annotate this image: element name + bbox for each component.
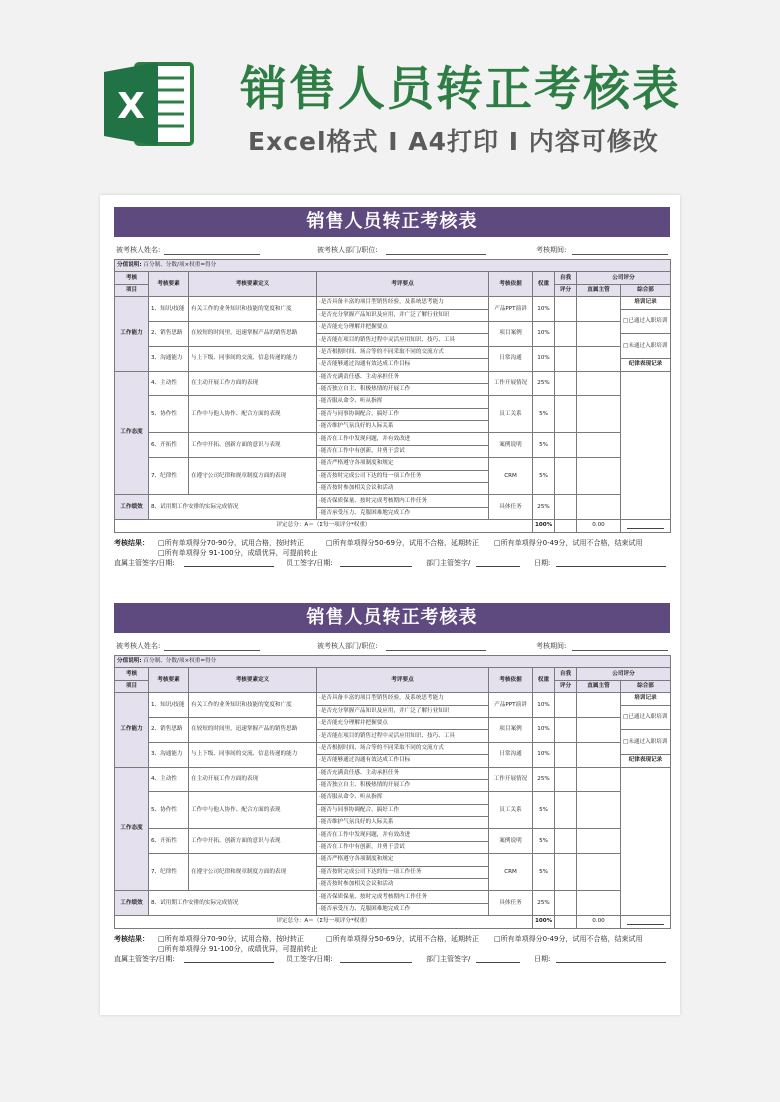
element-cell: 6、开拓性 (149, 829, 189, 854)
name-label: 被考核人姓名: (116, 642, 161, 650)
header-row-2: 项目 评分 直属主管 综合部 (115, 680, 671, 692)
table-row (115, 321, 671, 333)
table-row (115, 458, 671, 470)
category-cell: 工作态度 (115, 371, 149, 495)
training-failed-checkbox[interactable]: □未通过入职培训 (621, 334, 671, 359)
dept-label: 被考核人部门/职位: (317, 246, 378, 254)
definition-cell: 工作中与他人协作、配合方面的表现 (189, 792, 317, 829)
supervisor-score-cell[interactable] (577, 767, 621, 792)
weight-cell: 10% (533, 693, 555, 718)
element-cell: 2、销售思路 (149, 717, 189, 742)
result-option-3[interactable]: □所有单项得分0-49分，试用不合格，结束试用 (494, 934, 643, 943)
point-cell: ·能否维护气氛良好的人际关系 (317, 421, 489, 433)
date-label: 日期: (534, 954, 551, 963)
basis-cell: 员工关系 (489, 792, 533, 829)
weight-cell: 25% (533, 767, 555, 792)
point-cell: ·是否能在项目的销售过程中灵活应用知识、技巧、工具 (317, 730, 489, 742)
weight-cell: 25% (533, 891, 555, 916)
element-cell: 8、试用期工作安排的实际完成情况 (149, 495, 317, 520)
period-field[interactable] (572, 254, 668, 255)
discipline-record-label: 纪律表现记录 (621, 755, 671, 767)
period-label: 考核期间: (536, 642, 567, 650)
training-passed-checkbox[interactable]: □已通过入职培训 (621, 705, 671, 730)
basis-cell: 产品PPT演讲 (489, 693, 533, 718)
supervisor-sign-field[interactable] (184, 566, 274, 567)
point-cell: ·能否与同事协调配合，搞好工作 (317, 804, 489, 816)
basis-cell: 具体任务 (489, 891, 533, 916)
definition-cell: 在遵守公司纪律和规章制度方面的表现 (189, 458, 317, 495)
weight-cell: 5% (533, 829, 555, 854)
point-cell: ·能否维护气氛良好的人际关系 (317, 817, 489, 829)
employee-sign-field[interactable] (340, 962, 412, 963)
element-cell: 1、知识/技能 (149, 693, 189, 718)
weight-cell: 25% (533, 371, 555, 396)
supervisor-score-cell[interactable] (577, 742, 621, 767)
point-cell: ·能否按时参加相关会议和活动 (317, 483, 489, 495)
discipline-record-field[interactable] (621, 371, 671, 520)
point-cell: ·能否承受压力、克服困难地完成工作 (317, 507, 489, 519)
svg-text:X: X (117, 86, 145, 127)
table-row (115, 767, 671, 779)
supervisor-sign-label: 直属主管签字/日期: (114, 558, 175, 567)
total-score: 0.00 (577, 520, 621, 532)
table-row (115, 371, 671, 383)
basis-cell: 日常沟通 (489, 346, 533, 371)
table-row (115, 854, 671, 866)
dept-field[interactable] (386, 254, 486, 255)
definition-cell: 在较短的时间里，迅速掌握产品的销售思路 (189, 717, 317, 742)
category-cell: 工作绩效 (115, 495, 149, 520)
definition-cell: 工作中开拓、创新方面的意识与表现 (189, 829, 317, 854)
basis-cell: 案例说明 (489, 433, 533, 458)
dept-field[interactable] (386, 650, 486, 651)
form-title-band: 销售人员转正考核表 (114, 207, 670, 237)
supervisor-score-cell[interactable] (577, 829, 621, 854)
basis-cell: 具体任务 (489, 495, 533, 520)
point-cell: ·是否根据时间、场合等的不同采取不同的交流方式 (317, 346, 489, 358)
employee-sign-label: 员工签字/日期: (286, 558, 333, 567)
employee-sign-field[interactable] (340, 566, 412, 567)
element-cell: 5、协作性 (149, 792, 189, 829)
result-option-2[interactable]: □所有单项得分50-69分，试用不合格，延期转正 (326, 934, 479, 943)
definition-cell: 工作中开拓、创新方面的意识与表现 (189, 433, 317, 458)
dept-head-sign-field[interactable] (476, 566, 520, 567)
category-cell: 工作能力 (115, 693, 149, 767)
scoring-note-row: 分值说明: 百分制、分数/项×权重=得分 (115, 656, 671, 668)
page-header (0, 0, 780, 185)
supervisor-score-cell[interactable] (577, 297, 621, 322)
date-label: 日期: (534, 558, 551, 567)
self-score-cell[interactable] (555, 371, 577, 396)
basis-cell: 工作开展情况 (489, 767, 533, 792)
element-cell: 5、协作性 (149, 396, 189, 433)
point-cell: ·能否与同事协调配合，搞好工作 (317, 408, 489, 420)
point-cell: ·能否在工作中发现问题，并有效改进 (317, 829, 489, 841)
self-score-cell[interactable] (555, 742, 577, 767)
table-row (115, 742, 671, 754)
result-option-2[interactable]: □所有单项得分50-69分，试用不合格，延期转正 (326, 538, 479, 547)
supervisor-score-cell[interactable] (577, 396, 621, 433)
point-cell: ·能否严格遵守各项制度和规定 (317, 458, 489, 470)
period-field[interactable] (572, 650, 668, 651)
period-label: 考核期间: (536, 246, 567, 254)
point-cell: ·能否承受压力、克服困难地完成工作 (317, 903, 489, 915)
self-score-cell[interactable] (555, 891, 577, 916)
result-option-1[interactable]: □所有单项得分70-90分，试用合格，按时转正 (158, 934, 304, 943)
basis-cell: CRM (489, 458, 533, 495)
point-cell: ·是否具备丰富的项目型销售经验，及系统思考能力 (317, 297, 489, 309)
supervisor-score-cell[interactable] (577, 717, 621, 742)
point-cell: ·能否按时完成公司下达的每一项工作任务 (317, 866, 489, 878)
point-cell: ·能否服从命令、听从指挥 (317, 792, 489, 804)
element-cell: 3、沟通能力 (149, 346, 189, 371)
definition-cell: 与上下级、同事间的交流、信息传递的能力 (189, 346, 317, 371)
weight-cell: 5% (533, 396, 555, 433)
form-sheet-2 (114, 603, 670, 965)
point-cell: ·是否具备丰富的项目型销售经验，及系统思考能力 (317, 693, 489, 705)
table-row (115, 297, 671, 309)
footer-section: 考核结果： □所有单项得分70-90分，试用合格，按时转正 □所有单项得分50-69分，试用不合格，延期转正 □所有单项得分0-49分，试用不合格，结束试用 □所有单项得分 91-100分，成绩优异，可提前转止 直属主管签字/日期: 员工签字/日期: 部门主管签字/ 日期: (114, 929, 670, 965)
definition-cell: 在遵守公司纪律和规章制度方面的表现 (189, 854, 317, 891)
dept-head-sign-label: 部门主管签字/ (426, 558, 471, 567)
category-cell: 工作能力 (115, 297, 149, 371)
weight-cell: 5% (533, 458, 555, 495)
point-cell: ·是否能在项目的销售过程中灵活应用知识、技巧、工具 (317, 334, 489, 346)
element-cell: 7、纪律性 (149, 458, 189, 495)
dept-label: 被考核人部门/职位: (317, 642, 378, 650)
scoring-note-row: 分值说明: 百分制、分数/项×权重=得分 (115, 260, 671, 272)
definition-cell: 在主动开展工作方面的表现 (189, 371, 317, 396)
date-field[interactable] (556, 962, 666, 963)
element-cell: 2、销售思路 (149, 321, 189, 346)
point-cell: ·是否根据时间、场合等的不同采取不同的交流方式 (317, 742, 489, 754)
document-paper (100, 195, 680, 1015)
dept-head-sign-field[interactable] (476, 962, 520, 963)
table-row (115, 495, 671, 507)
table-row (115, 346, 671, 358)
definition-cell: 工作中与他人协作、配合方面的表现 (189, 396, 317, 433)
table-row (115, 829, 671, 841)
basis-cell: 项目案例 (489, 321, 533, 346)
discipline-record-label: 纪律表现记录 (621, 359, 671, 371)
training-failed-checkbox[interactable]: □未通过入职培训 (621, 730, 671, 755)
supervisor-score-cell[interactable] (577, 854, 621, 891)
point-cell: ·能否按时完成公司下达的每一项工作任务 (317, 470, 489, 482)
supervisor-score-cell[interactable] (577, 693, 621, 718)
point-cell: ·能否在工作中有创新，并勇于尝试 (317, 841, 489, 853)
basis-cell: 工作开展情况 (489, 371, 533, 396)
name-field[interactable] (164, 254, 260, 255)
name-field[interactable] (164, 650, 260, 651)
supervisor-score-cell[interactable] (577, 371, 621, 396)
self-score-cell[interactable] (555, 297, 577, 322)
supervisor-score-cell[interactable] (577, 321, 621, 346)
info-row (114, 633, 670, 655)
point-cell: ·是否能够通过沟通有效达成工作目标 (317, 359, 489, 371)
form-title-band: 销售人员转正考核表 (114, 603, 670, 633)
element-cell: 6、开拓性 (149, 433, 189, 458)
result-option-4[interactable]: □所有单项得分 91-100分，成绩优异，可提前转止 (158, 944, 318, 953)
assessment-table (114, 259, 671, 533)
self-score-cell[interactable] (555, 396, 577, 433)
self-score-cell[interactable] (555, 829, 577, 854)
weight-cell: 5% (533, 854, 555, 891)
self-score-cell[interactable] (555, 433, 577, 458)
supervisor-score-cell[interactable] (577, 792, 621, 829)
point-cell: ·是否充分掌握产品知识及应用，并广泛了解行业知识 (317, 309, 489, 321)
self-score-cell[interactable] (555, 693, 577, 718)
point-cell: ·能否独立自主、积极热情的开展工作 (317, 779, 489, 791)
point-cell: ·是否能充分理解并把握要点 (317, 321, 489, 333)
excel-logo-icon (100, 56, 196, 152)
total-row: 评定总分：A＝（Σ每一项评分*权重） 100% 0.00 (115, 916, 671, 928)
footer-section: 考核结果： □所有单项得分70-90分，试用合格，按时转正 □所有单项得分50-69分，试用不合格，延期转正 □所有单项得分0-49分，试用不合格，结束试用 □所有单项得分 91-100分，成绩优异，可提前转止 直属主管签字/日期: 员工签字/日期: 部门主管签字/ 日期: (114, 533, 670, 569)
supervisor-sign-label: 直属主管签字/日期: (114, 954, 175, 963)
weight-cell: 5% (533, 792, 555, 829)
element-cell: 1、知识/技能 (149, 297, 189, 322)
definition-cell: 在主动开展工作方面的表现 (189, 767, 317, 792)
point-cell: ·能否保质保量、按时完成考核期内工作任务 (317, 891, 489, 903)
header-row: 考核 考核要素 考核要素定义 考评要点 考核依据 权重 自我 公司评分 (115, 272, 671, 284)
table-row (115, 433, 671, 445)
page-title: 销售人员转正考核表 (240, 62, 681, 117)
name-label: 被考核人姓名: (116, 246, 161, 254)
point-cell: ·能否服从命令、听从指挥 (317, 396, 489, 408)
header-row-2: 项目 评分 直属主管 综合部 (115, 284, 671, 296)
self-score-cell[interactable] (555, 458, 577, 495)
self-score-cell[interactable] (555, 792, 577, 829)
self-score-cell[interactable] (555, 321, 577, 346)
basis-cell: 项目案例 (489, 717, 533, 742)
point-cell: ·能否充满责任感、主动承担任务 (317, 371, 489, 383)
definition-cell: 在较短的时间里，迅速掌握产品的销售思路 (189, 321, 317, 346)
point-cell: ·是否能够通过沟通有效达成工作目标 (317, 755, 489, 767)
basis-cell: 产品PPT演讲 (489, 297, 533, 322)
supervisor-sign-field[interactable] (184, 962, 274, 963)
training-record-label: 培训记录 (621, 693, 671, 705)
definition-cell: 有关工作的业务知识和技能的宽度和广度 (189, 297, 317, 322)
self-score-cell[interactable] (555, 346, 577, 371)
weight-cell: 10% (533, 346, 555, 371)
supervisor-score-cell[interactable] (577, 346, 621, 371)
total-score: 0.00 (577, 916, 621, 928)
table-row (115, 792, 671, 804)
point-cell: ·能否在工作中有创新，并勇于尝试 (317, 445, 489, 457)
self-score-cell[interactable] (555, 767, 577, 792)
point-cell: ·能否按时参加相关会议和活动 (317, 879, 489, 891)
basis-cell: 员工关系 (489, 396, 533, 433)
point-cell: ·能否保质保量、按时完成考核期内工作任务 (317, 495, 489, 507)
assessment-table (114, 655, 671, 929)
result-option-1[interactable]: □所有单项得分70-90分，试用合格，按时转正 (158, 538, 304, 547)
basis-cell: 案例说明 (489, 829, 533, 854)
result-option-3[interactable]: □所有单项得分0-49分，试用不合格，结束试用 (494, 538, 643, 547)
category-cell: 工作态度 (115, 767, 149, 891)
point-cell: ·是否能充分理解并把握要点 (317, 717, 489, 729)
self-score-cell[interactable] (555, 495, 577, 520)
weight-cell: 10% (533, 321, 555, 346)
self-score-cell[interactable] (555, 717, 577, 742)
element-cell: 3、沟通能力 (149, 742, 189, 767)
info-row (114, 237, 670, 259)
element-cell: 4、主动性 (149, 767, 189, 792)
point-cell: ·是否充分掌握产品知识及应用，并广泛了解行业知识 (317, 705, 489, 717)
header-row: 考核 考核要素 考核要素定义 考评要点 考核依据 权重 自我 公司评分 (115, 668, 671, 680)
definition-cell: 与上下级、同事间的交流、信息传递的能力 (189, 742, 317, 767)
total-row: 评定总分：A＝（Σ每一项评分*权重） 100% 0.00 (115, 520, 671, 532)
element-cell: 8、试用期工作安排的实际完成情况 (149, 891, 317, 916)
point-cell: ·能否严格遵守各项制度和规定 (317, 854, 489, 866)
employee-sign-label: 员工签字/日期: (286, 954, 333, 963)
table-row (115, 717, 671, 729)
discipline-record-field[interactable] (621, 767, 671, 916)
supervisor-score-cell[interactable] (577, 891, 621, 916)
basis-cell: CRM (489, 854, 533, 891)
weight-cell: 5% (533, 433, 555, 458)
element-cell: 7、纪律性 (149, 854, 189, 891)
supervisor-score-cell[interactable] (577, 458, 621, 495)
weight-cell: 25% (533, 495, 555, 520)
point-cell: ·能否在工作中发现问题，并有效改进 (317, 433, 489, 445)
result-option-4[interactable]: □所有单项得分 91-100分，成绩优异，可提前转止 (158, 548, 318, 557)
supervisor-score-cell[interactable] (577, 495, 621, 520)
weight-cell: 10% (533, 742, 555, 767)
definition-cell: 有关工作的业务知识和技能的宽度和广度 (189, 693, 317, 718)
date-field[interactable] (556, 566, 666, 567)
form-sheet-1 (114, 207, 670, 569)
dept-head-sign-label: 部门主管签字/ (426, 954, 471, 963)
point-cell: ·能否充满责任感、主动承担任务 (317, 767, 489, 779)
basis-cell: 日常沟通 (489, 742, 533, 767)
page-subtitle: Excel格式 I A4打印 I 内容可修改 (248, 127, 659, 156)
table-row (115, 396, 671, 408)
table-row (115, 693, 671, 705)
point-cell: ·能否独立自主、积极热情的开展工作 (317, 383, 489, 395)
training-record-label: 培训记录 (621, 297, 671, 309)
category-cell: 工作绩效 (115, 891, 149, 916)
element-cell: 4、主动性 (149, 371, 189, 396)
self-score-cell[interactable] (555, 854, 577, 891)
weight-cell: 10% (533, 717, 555, 742)
training-passed-checkbox[interactable]: □已通过入职培训 (621, 309, 671, 334)
weight-cell: 10% (533, 297, 555, 322)
supervisor-score-cell[interactable] (577, 433, 621, 458)
table-row (115, 891, 671, 903)
